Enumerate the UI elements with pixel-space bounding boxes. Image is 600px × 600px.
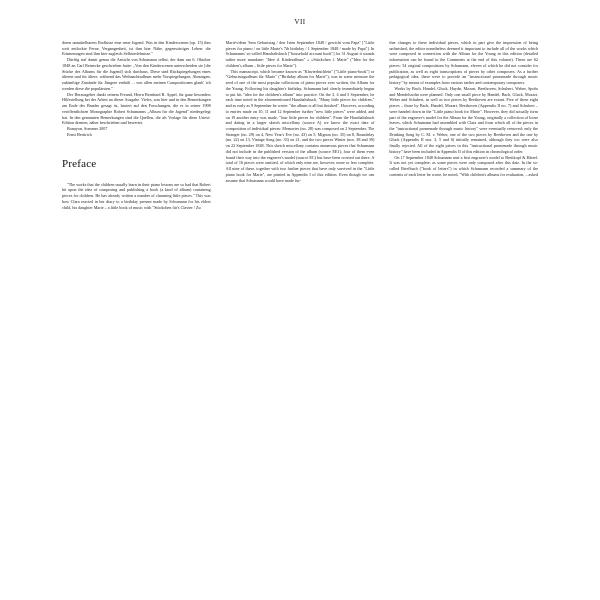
signature-name: Ernst Herttrich <box>67 131 92 137</box>
paragraph: ther changes to these individual pieces, which in part give the impression of being unfinished, the editor nonetheless deemed it important to include all of the works which were composed in connection with the Album for the Young in this edition (detailed information can be found in the Comments at the end of this volume). These are 62 pieces: 54 original compositions by Schumann, eleven of which he did not consider for publication, as well as eight transcriptions of pieces by other composers. As a further pedagogical idea, these were to provide an "instructional promenade through music history" by means of examples from various earlier and contemporary composers. <box>389 40 539 86</box>
page-folio: VII <box>294 18 306 26</box>
text-columns <box>62 40 538 580</box>
column-right <box>389 40 538 580</box>
column-middle <box>226 40 375 580</box>
signature-place-date: Bonayon, Sommer 2007 <box>67 126 108 132</box>
section-heading-preface: Preface <box>62 158 97 171</box>
paragraph: Dürftig traf damit genau die Ansicht von Schumann selbst, der dam am 6. Oktober 1848 an Carl Reinecke geschrieben hatte: „Von den Kinderscenen unterscheiden sie [die Stücke des Albums für die Jugend] sich durchaus. Diese sind Rückspiegelungen eines älteren und für ältere, während das Weihnachtsalbum mehr Vorspiegelungen, Ahnungen, zukünftige Zustände für Jüngere enthält ... von allen meinen Compositionen glaub' ich werden diese die populärsten." <box>62 57 211 91</box>
paragraph: "The works that the children usually learn in their piano lessons are so bad that Robert hit upon the idea of composing and publishing a book (a kind of album) containing pieces for children. He has already written a number of charming little pieces." This was how Clara reacted in her diary to a birthday present made by Schumann for his eldest child, his daughter Marie – a little book of music with "Stückchen für's Clavier / Zu <box>62 181 211 210</box>
column-left <box>62 40 211 580</box>
paragraph: Der Herausgeber dankt seinem Freund, Herrn Bernhard R. Appel, für ganz besonders Hilfestellung bei der Arbeit an dieser Ausgabe. Vieles, was hier und in den Bemerkungen am Ende des Bandes gesagt ist, basiert auf den Forschungen, die er in seiner 1998 veröffentlichten Monographie Robert Schumanns „Album für die Jugend" niedergelegt hat. In den genannten Bemerkungen sind die Quellen, die als Vorlage für diese Urtext-Edition dienten, näher beschrieben und bewertet. <box>62 91 211 126</box>
paragraph: Marie's/dem 'Sem Geburtstag / den 1sten September 1848 / gewicht vom Papa" ["Little pieces for piano / on little Marie's 7th birthday / 1 September 1848 / made by Papa"]. In Schumanns' so-called Haushaltsbuch ["household account book"] for 31 August it sounds rather more mundane: "Idee d. Kinderalbum" « »Stückchen f. Marie" ("Idea for the children's album – little pieces for Marie"). <box>225 40 375 68</box>
paragraph: On 17 September 1848 Schumann sent a first engraver's model to Breitkopf & Härtel. It was not yet complete, as some pieces were only composed after this date. In the so-called Briefbuch ("book of letters") in which Schumann recorded a summary of the contents of each letter he wrote, he noted, "With children's albums for evaluation, – asked <box>389 154 539 177</box>
paragraph: deren unmittelbarem Einflusse eine neue Jugend. Was in den Kinderscenen (op. 15) ihm weit entlockte Ferne, Vergangenheit, ist ihm hier Nähe, gegenwärtiges Leben: die Erinnerungen sind ihm hier zugleich Selbsterlebnisse." <box>62 40 211 57</box>
paragraph: Works by Bach, Handel, Gluck, Haydn, Mozart, Beethoven, Schubert, Weber, Spohr and Mendelssohn were planned. Only one small piece by Handel, Bach, Gluck, Mozart, Weber and Schubert, as well as two pieces by Beethoven are extant. Five of these eight pieces – those by Bach, Handel, Mozart, Beethoven (Appendix II no. 7) and Schubert – were handed down in the "Little piano book for Marie". However, they did actually form part of the engraver's model for the Album for the Young, originally a collection of loose leaves, which Schumann had assembled with Clara and from which all of the pieces in the "instructional promenade through music history" were eventually removed; only the Drinking Song by C. M. v. Weber, one of the two pieces by Beethoven and the one by Gluck (Appendix II nos. 3, 5 and 6) initially remained, although they too were also finally rejected. All of the eight pieces in this "instructional promenade through music history" have been included in Appendix II of this edition in chronological order. <box>389 85 539 154</box>
paragraph: This manuscript, which became known as "Klavierbüchlein" ["Little piano-book"] or "Geburtstagsalbum für Marie" ("Birthday album for Marie"), was in some measure the seed of one of the most popular collections of piano pieces ever written, the Album for the Young. Following his daughter's birthday, Schumann had clearly immediately begun to put his "idea for the children's album" into practice. On the 3, 4 and 5 September, he each time noted in the aforementioned Haushaltsbuch, "Many little pieces for children," and as early as 9 September he wrote: "the album is all but finished". However, according to entries made on 10, 11 and 12 September further "new little pieces" were added, and on 19 another entry was made, "four little pieces for children". From the Haushaltsbuch and dating in a larger sketch miscellany (source A) we know the exact date of composition of individual pieces: Memories (no. 28) was composed on 2 September, The Stranger (no. 29) on 4, New Year's Eve (no. 43) on 5, Mignon (no. 35) on 8, Roundelay (no. 22) on 13, Vintage Song (no. 33) on 21, and the two pieces Winter (nos. 38 and 39) on 22 September 1848. This sketch miscellany contains numerous pieces that Schumann did not include in the published version of the album (source EE1); four of them even found their way into the engraver's model (source EC) but have been crossed out there. A total of 16 pieces were omitted, of which only nine are, however, more or less complete. All nine of these, together with two further pieces that have only survived in the "Little piano book for Marie", are printed in Appendix I of this edition. Even though we can assume that Schumann would have made fur- <box>225 68 375 183</box>
signature-block <box>62 126 211 137</box>
